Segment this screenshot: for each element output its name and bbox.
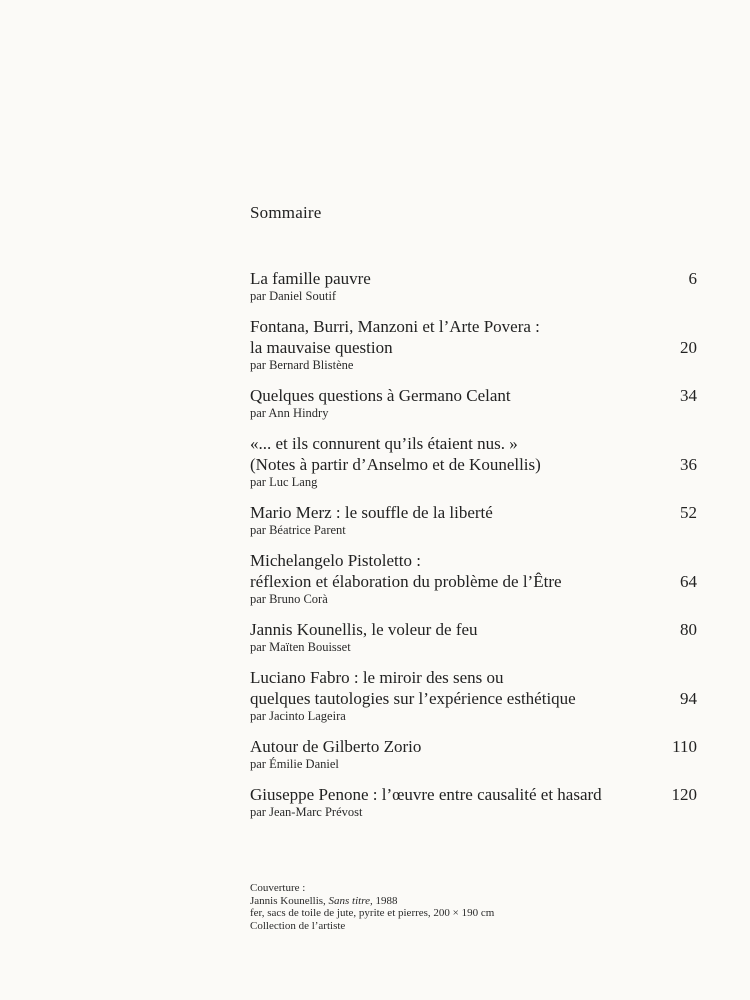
cover-artist: Jannis Kounellis, (250, 894, 326, 907)
entry-title-line (250, 337, 697, 358)
entry-title: la mauvaise question (250, 338, 393, 357)
entry-author: par Jacinto Lageira (250, 709, 346, 723)
entry-page-number: 80 (680, 620, 697, 639)
entry-title: Quelques questions à Germano Celant (250, 386, 511, 405)
entry-title-line (250, 316, 697, 337)
entry-title: La famille pauvre (250, 269, 371, 288)
entry-title: quelques tautologies sur l’expérience esthétique (250, 689, 576, 708)
entry-author: par Bruno Corà (250, 592, 328, 606)
cover-caption (250, 882, 494, 932)
entry-author: par Ann Hindry (250, 406, 329, 420)
cover-work-line (250, 895, 494, 908)
entry-title: (Notes à partir d’Anselmo et de Kounellis) (250, 455, 541, 474)
entry-author: par Bernard Blistène (250, 358, 354, 372)
toc-entry (250, 502, 697, 537)
entry-author: par Jean-Marc Prévost (250, 805, 363, 819)
entry-title-line (250, 571, 697, 592)
entry-page-number: 110 (672, 737, 697, 756)
entry-author: par Maïten Bouisset (250, 640, 351, 654)
entry-title: Fontana, Burri, Manzoni et l’Arte Povera : (250, 317, 540, 336)
entry-author: par Daniel Soutif (250, 289, 337, 303)
entry-title: Michelangelo Pistoletto : (250, 551, 421, 570)
cover-label: Couverture : (250, 882, 306, 894)
entry-title-line (250, 268, 697, 289)
entry-page-number: 20 (680, 338, 697, 357)
entry-title-line (250, 688, 697, 709)
page-title: Sommaire (250, 203, 322, 222)
toc-entry (250, 316, 697, 372)
entry-title-line (250, 433, 697, 454)
entry-title: Mario Merz : le souffle de la liberté (250, 503, 493, 522)
entry-title-line (250, 385, 697, 406)
entry-title: Giuseppe Penone : l’œuvre entre causalité et hasard (250, 785, 602, 804)
entry-title-line (250, 502, 697, 523)
entry-page-number: 36 (680, 455, 697, 474)
table-of-contents (250, 268, 697, 832)
toc-entry (250, 550, 697, 606)
entry-title: Jannis Kounellis, le voleur de feu (250, 620, 478, 639)
entry-title: Autour de Gilberto Zorio (250, 737, 422, 756)
entry-author: par Luc Lang (250, 475, 318, 489)
entry-author: par Émilie Daniel (250, 757, 339, 771)
entry-title-line (250, 736, 697, 757)
toc-entry (250, 667, 697, 723)
entry-title-line (250, 784, 697, 805)
entry-title-line (250, 619, 697, 640)
entry-page-number: 6 (688, 269, 697, 288)
entry-title-line (250, 550, 697, 571)
entry-page-number: 64 (680, 572, 697, 591)
toc-entry (250, 385, 697, 420)
entry-page-number: 94 (680, 689, 697, 708)
entry-author: par Béatrice Parent (250, 523, 346, 537)
cover-materials: fer, sacs de toile de jute, pyrite et pierres, 200 × 190 cm (250, 907, 495, 919)
entry-page-number: 120 (671, 785, 697, 804)
entry-title-line (250, 667, 697, 688)
entry-title-line (250, 454, 697, 475)
toc-entry (250, 433, 697, 489)
entry-title: «... et ils connurent qu’ils étaient nus. » (250, 434, 518, 453)
toc-entry (250, 619, 697, 654)
toc-entry (250, 736, 697, 771)
toc-entry (250, 268, 697, 303)
cover-collection: Collection de l’artiste (250, 919, 346, 932)
entry-page-number: 52 (680, 503, 697, 522)
cover-year: 1988 (375, 894, 398, 907)
toc-entry (250, 784, 697, 819)
entry-page-number: 34 (680, 386, 697, 405)
entry-title: réflexion et élaboration du problème de l’Être (250, 572, 562, 591)
entry-title: Luciano Fabro : le miroir des sens ou (250, 668, 504, 687)
cover-work-title: Sans titre, (328, 894, 373, 907)
